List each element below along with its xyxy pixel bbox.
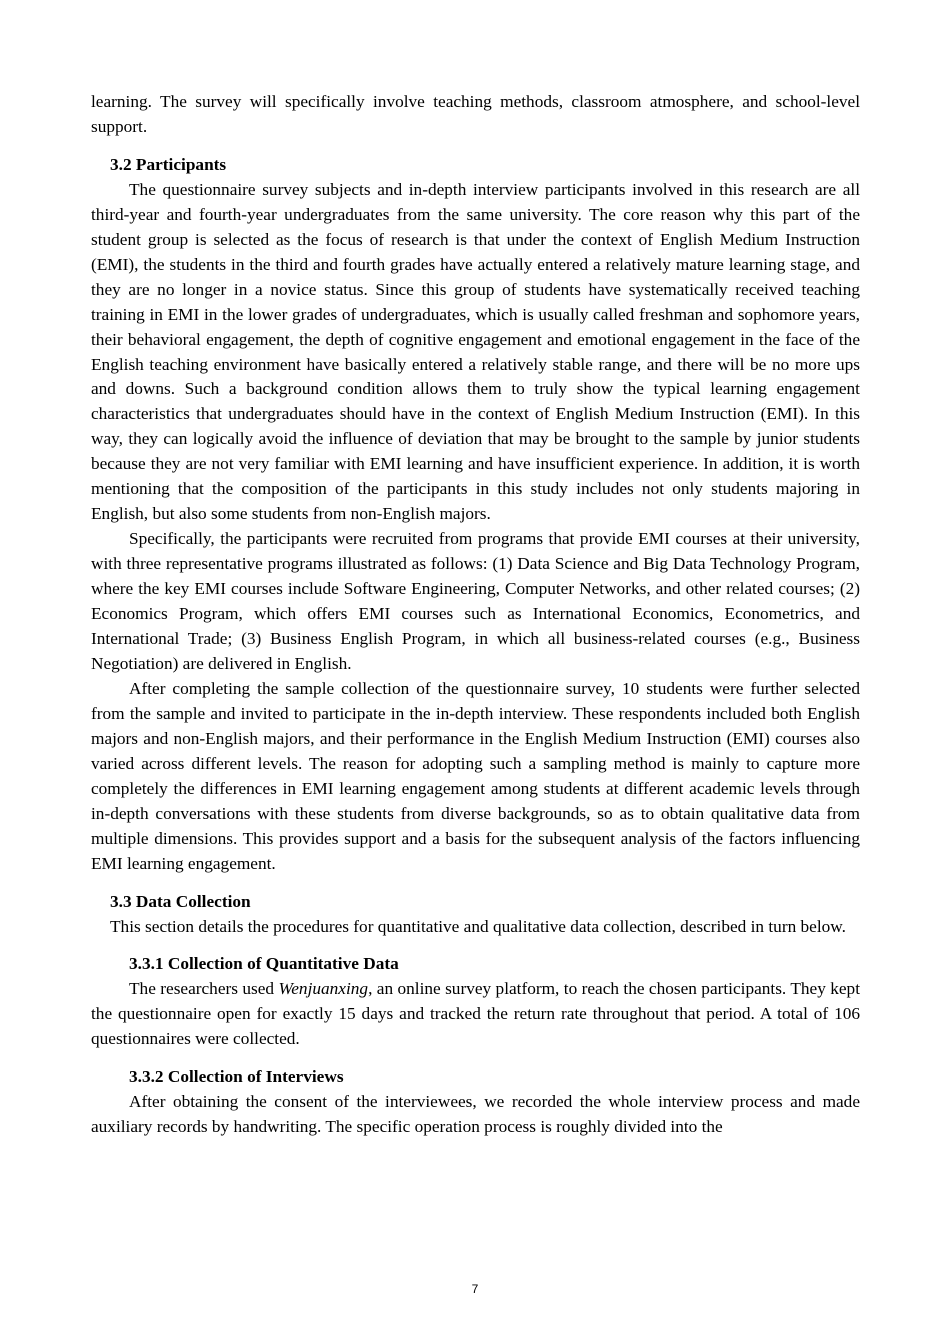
heading-3-3-2-interviews: 3.3.2 Collection of Interviews — [129, 1067, 344, 1087]
paragraph-quantitative-collection — [91, 977, 860, 1052]
paragraph-interview-collection: After obtaining the consent of the interviewees, we recorded the whole interview process and made auxiliary records by handwriting. The specific operation process is roughly divided into the — [91, 1092, 860, 1137]
page-number: 7 — [471, 1282, 479, 1296]
paragraph-participants-selection: The questionnaire survey subjects and in-depth interview participants involved in this research are all third-year and fourth-year undergraduates from the same university. The core reason why this part of the student group is selected as the focus of research is that under the context of English Medium Instruction (EMI), the students in the third and fourth grades have actually entered a relatively mature learning stage, and they are no longer in a novice status. Since this group of students have systematically received teaching training in EMI in the lower grades of undergraduates, which is usually called freshman and sophomore years, their behavioral engagement, the depth of cognitive engagement and emotional engagement in the face of the English teaching environment have basically entered a relatively stable range, and there will be no more ups and downs. Such a background condition allows them to truly show the typical learning engagement characteristics that undergraduates should have in the context of English Medium Instruction (EMI). In this way, they can logically avoid the influence of deviation that may be brought to the sample by junior students because they are not very familiar with EMI learning and have insufficient experience. In addition, it is worth mentioning that the composition of the participants in this study includes not only students majoring in English, but also some students from non-English majors. — [91, 179, 860, 524]
paragraph-data-collection-intro: This section details the procedures for quantitative and qualitative data collection, described in turn below. — [110, 916, 846, 936]
heading-3-2-participants: 3.2 Participants — [110, 154, 227, 174]
platform-name: Wenjuanxing — [278, 979, 369, 999]
paragraph-participants-programs: Specifically, the participants were recruited from programs that provide EMI courses at their university, with three representative programs illustrated as follows: (1) Data Science and Big Data Technology Program, where the key EMI courses include Software Engineering, Computer Networks, and other related courses; (2) Economics Program, which offers EMI courses such as International Economics, Econometrics, and International Trade; (3) Business English Program, in which all business-related courses (e.g., Business Negotiation) are delivered in English. — [91, 529, 860, 673]
paragraph-continued: learning. The survey will specifically involve teaching methods, classroom atmosphere, and school-level support. — [91, 92, 860, 136]
heading-3-3-data-collection: 3.3 Data Collection — [110, 891, 251, 911]
text-segment: , an online survey platform, to reach the chosen participants. They kept the questionnaire open for exactly 15 days and tracked the return rate throughout that period. A total of 106 questionnaires were collected. — [91, 979, 860, 1049]
paragraph-interview-sampling: After completing the sample collection of the questionnaire survey, 10 students were further selected from the sample and invited to participate in the in-depth interview. These respondents included both English majors and non-English majors, and their performance in the English Medium Instruction (EMI) courses also varied across different levels. The reason for adopting such a sampling method is mainly to capture more completely the differences in EMI learning engagement among students at different academic levels through in-depth conversations with these students from diverse backgrounds, so as to obtain qualitative data from multiple dimensions. This provides support and a basis for the subsequent analysis of the factors influencing EMI learning engagement. — [91, 678, 860, 873]
heading-3-3-1-quantitative: 3.3.1 Collection of Quantitative Data — [129, 954, 399, 974]
document-page — [91, 90, 860, 1140]
text-segment: The researchers used — [129, 979, 279, 999]
